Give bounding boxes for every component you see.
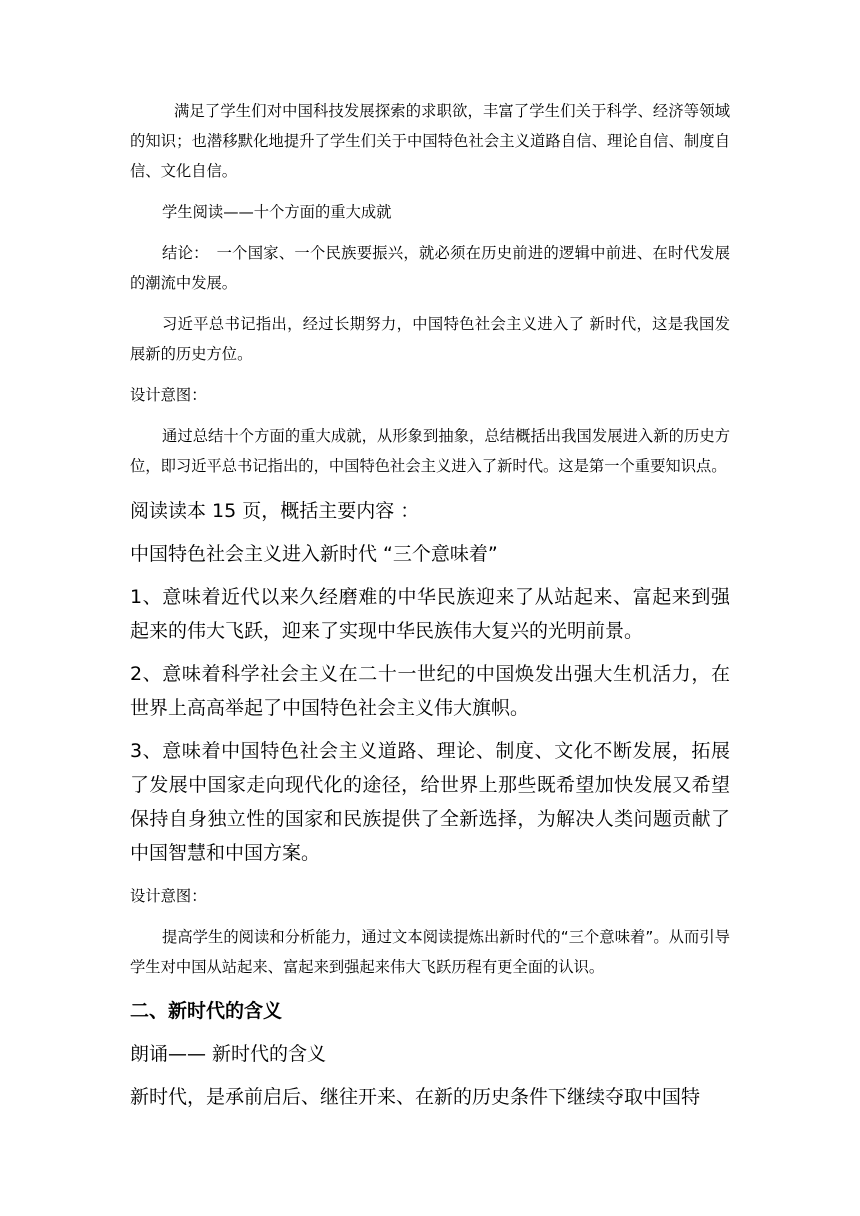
paragraph-student-reading: 学生阅读——十个方面的重大成就 — [162, 203, 392, 221]
section-heading-new-era: 二、新时代的含义 — [130, 1000, 283, 1022]
document-page — [130, 96, 730, 1114]
recitation-title: 朗诵—— 新时代的含义 — [130, 1043, 327, 1065]
paragraph-design-intent-1: 通过总结十个方面的重大成就，从形象到抽象，总结概括出我国发展进入新的历史方位，即习近平总书记指出的，中国特色社会主义进入了新时代。这是第一个重要知识点。 — [130, 427, 730, 475]
paragraph-new-era-definition: 新时代，是承前启后、继往开来、在新的历史条件下继续夺取中国特 — [130, 1086, 701, 1108]
paragraph-design-intent-2: 提高学生的阅读和分析能力，通过文本阅读提炼出新时代的“三个意味着”。从而引导学生对中国从站起来、富起来到强起来伟大飞跃历程有更全面的认识。 — [130, 928, 730, 976]
design-intent-heading-2: 设计意图： — [130, 887, 207, 905]
paragraph-xi-quote: 习近平总书记指出，经过长期努力，中国特色社会主义进入了 新时代，这是我国发展新的历史方位。 — [130, 315, 730, 363]
reading-instruction: 阅读读本 15 页，概括主要内容 ： — [130, 500, 420, 522]
paragraph-student-knowledge: 满足了学生们对中国科技发展探索的求职欲，丰富了学生们关于科学、经济等领域的知识；也潜移默化地提升了学生们关于中国特色社会主义道路自信、理论自信、制度自信、文化自信。 — [130, 102, 730, 180]
three-meanings-title: 中国特色社会主义进入新时代 “三个意味着” — [130, 543, 498, 565]
paragraph-conclusion: 结论： 一个国家、一个民族要振兴，就必须在历史前进的逻辑中前进、在时代发展的潮流中发展。 — [130, 244, 730, 292]
meaning-item-2: 2、意味着科学社会主义在二十一世纪的中国焕发出强大生机活力，在世界上高高举起了中国特色社会主义伟大旗帜。 — [130, 663, 730, 719]
design-intent-heading-1: 设计意图： — [130, 386, 207, 404]
meaning-item-3: 3、意味着中国特色社会主义道路、理论、制度、文化不断发展，拓展了发展中国家走向现代化的途径，给世界上那些既希望加快发展又希望保持自身独立性的国家和民族提供了全新选择，为解决人类问题贡献了中国智慧和中国方案。 — [130, 740, 730, 864]
meaning-item-1: 1、意味着近代以来久经磨难的中华民族迎来了从站起来、富起来到强起来的伟大飞跃，迎来了实现中华民族伟大复兴的光明前景。 — [130, 586, 730, 642]
